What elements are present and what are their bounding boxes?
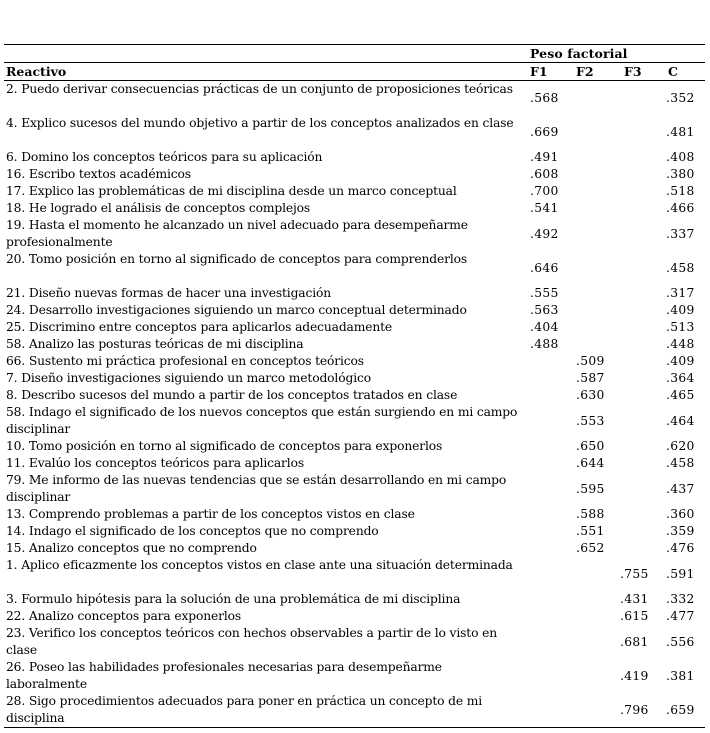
loading-c: .381: [666, 668, 695, 683]
loading-c: .659: [666, 702, 695, 717]
loading-f2: .587: [576, 371, 605, 385]
loading-c: .466: [666, 201, 695, 215]
loading-c: .409: [666, 354, 695, 368]
loading-c: .481: [666, 124, 695, 139]
loading-f2: .650: [576, 439, 605, 453]
loading-f2: .588: [576, 507, 605, 521]
column-header-c: C: [668, 64, 678, 79]
loading-c: .437: [666, 481, 695, 496]
loading-c: .458: [666, 456, 695, 470]
table-row: [4, 353, 705, 370]
loading-c: .337: [666, 226, 695, 241]
table-body: [4, 81, 705, 727]
reactivo-text: 4. Explico sucesos del mundo objetivo a partir de los conceptos analizados en clase: [6, 116, 514, 130]
table-row: [4, 217, 705, 251]
table-row: [4, 183, 705, 200]
loading-f3: .615: [620, 609, 649, 623]
loading-c: .465: [666, 388, 695, 402]
table-row: [4, 506, 705, 523]
loading-f1: .541: [530, 201, 559, 215]
reactivo-text: 58. Analizo las posturas teóricas de mi disciplina: [6, 337, 304, 351]
table-row: [4, 540, 705, 557]
reactivo-text: 58. Indago el significado de los nuevos conceptos que están surgiendo en mi campo disciplinar: [6, 405, 518, 436]
table-row: [4, 302, 705, 319]
loading-f3: .431: [620, 592, 649, 606]
loading-f2: .630: [576, 388, 605, 402]
loading-c: .352: [666, 90, 695, 105]
peso-factorial-header: Peso factorial: [530, 46, 628, 61]
loading-f1: .646: [530, 260, 559, 275]
reactivo-text: 2. Puedo derivar consecuencias prácticas de un conjunto de proposiciones teóricas: [6, 82, 513, 96]
reactivo-text: 11. Evalúo los conceptos teóricos para aplicarlos: [6, 456, 304, 470]
loading-c: .620: [666, 439, 695, 453]
table-row: [4, 693, 705, 727]
loading-c: .458: [666, 260, 695, 275]
loading-f1: .492: [530, 226, 559, 241]
reactivo-text: 22. Analizo conceptos para exponerlos: [6, 609, 242, 623]
reactivo-text: 21. Diseño nuevas formas de hacer una investigación: [6, 286, 332, 300]
loading-c: .332: [666, 592, 695, 606]
loading-f1: .608: [530, 167, 559, 181]
loading-f3: .796: [620, 702, 649, 717]
loading-f3: .419: [620, 668, 649, 683]
loading-c: .513: [666, 320, 695, 334]
reactivo-text: 20. Tomo posición en torno al significado de conceptos para comprenderlos: [6, 252, 468, 266]
table-row: [4, 319, 705, 336]
table-row: [4, 659, 705, 693]
reactivo-text: 6. Domino los conceptos teóricos para su aplicación: [6, 150, 323, 164]
reactivo-text: 23. Verifico los conceptos teóricos con hechos observables a partir de lo visto en clase: [6, 626, 497, 657]
table-row: [4, 285, 705, 302]
loading-f1: .563: [530, 303, 559, 317]
table-row: [4, 523, 705, 540]
loading-c: .476: [666, 541, 695, 555]
reactivo-text: 16. Escribo textos académicos: [6, 167, 191, 181]
table-row: [4, 115, 705, 149]
loading-f2: .509: [576, 354, 605, 368]
reactivo-text: 24. Desarrollo investigaciones siguiendo un marco conceptual determinado: [6, 303, 467, 317]
loading-c: .380: [666, 167, 695, 181]
loading-f1: .491: [530, 150, 559, 164]
loading-c: .317: [666, 286, 695, 300]
table-row: [4, 81, 705, 115]
reactivo-text: 25. Discrimino entre conceptos para aplicarlos adecuadamente: [6, 320, 393, 334]
loading-f1: .568: [530, 90, 559, 105]
column-header-f2: F2: [576, 64, 594, 79]
table-row: [4, 149, 705, 166]
reactivo-text: 3. Formulo hipótesis para la solución de una problemática de mi disciplina: [6, 592, 461, 606]
column-header-row: [4, 63, 705, 81]
loading-c: .408: [666, 150, 695, 164]
table-row: [4, 608, 705, 625]
loading-f3: .681: [620, 634, 649, 649]
table-row: [4, 387, 705, 404]
column-header-f1: F1: [530, 64, 548, 79]
loading-f1: .404: [530, 320, 559, 334]
loading-c: .477: [666, 609, 695, 623]
column-header-reactivo: Reactivo: [6, 64, 67, 79]
loading-f1: .669: [530, 124, 559, 139]
table-row: [4, 404, 705, 438]
reactivo-text: 13. Comprendo problemas a partir de los conceptos vistos en clase: [6, 507, 415, 521]
loading-c: .556: [666, 634, 695, 649]
loading-f2: .553: [576, 413, 605, 428]
loading-f2: .644: [576, 456, 605, 470]
table-row: [4, 591, 705, 608]
loading-f1: .555: [530, 286, 559, 300]
reactivo-text: 66. Sustento mi práctica profesional en conceptos teóricos: [6, 354, 364, 368]
loading-f2: .595: [576, 481, 605, 496]
table-row: [4, 200, 705, 217]
reactivo-text: 28. Sigo procedimientos adecuados para poner en práctica un concepto de mi disciplina: [6, 694, 483, 725]
table-row: [4, 166, 705, 183]
loading-c: .518: [666, 184, 695, 198]
reactivo-text: 17. Explico las problemáticas de mi disciplina desde un marco conceptual: [6, 184, 457, 198]
reactivo-text: 15. Analizo conceptos que no comprendo: [6, 541, 257, 555]
reactivo-text: 19. Hasta el momento he alcanzado un nivel adecuado para desempeñarme profesionalmente: [6, 218, 468, 249]
table-row: [4, 455, 705, 472]
table-row: [4, 336, 705, 353]
loading-c: .359: [666, 524, 695, 538]
table-row: [4, 557, 705, 591]
loading-f1: .700: [530, 184, 559, 198]
reactivo-text: 1. Aplico eficazmente los conceptos vistos en clase ante una situación determinada: [6, 558, 513, 572]
loading-c: .364: [666, 371, 695, 385]
loading-f1: .488: [530, 337, 559, 351]
table-row: [4, 370, 705, 387]
reactivo-text: 14. Indago el significado de los conceptos que no comprendo: [6, 524, 379, 538]
loading-f3: .755: [620, 566, 649, 581]
loading-c: .448: [666, 337, 695, 351]
loading-c: .360: [666, 507, 695, 521]
loading-f2: .652: [576, 541, 605, 555]
reactivo-text: 18. He logrado el análisis de conceptos complejos: [6, 201, 311, 215]
reactivo-text: 7. Diseño investigaciones siguiendo un marco metodológico: [6, 371, 371, 385]
loading-f2: .551: [576, 524, 605, 538]
loading-c: .409: [666, 303, 695, 317]
factor-loadings-table: [4, 44, 705, 728]
table-row: [4, 625, 705, 659]
reactivo-text: 10. Tomo posición en torno al significado de conceptos para exponerlos: [6, 439, 443, 453]
reactivo-text: 79. Me informo de las nuevas tendencias que se están desarrollando en mi campo disciplinar: [6, 473, 507, 504]
loading-c: .464: [666, 413, 695, 428]
group-header-row: [4, 45, 705, 63]
column-header-f3: F3: [624, 64, 642, 79]
table-row: [4, 251, 705, 285]
table-row: [4, 472, 705, 506]
loading-c: .591: [666, 566, 695, 581]
reactivo-text: 8. Describo sucesos del mundo a partir de los conceptos tratados en clase: [6, 388, 458, 402]
table-row: [4, 438, 705, 455]
reactivo-text: 26. Poseo las habilidades profesionales necesarias para desempeñarme laboralmente: [6, 660, 442, 691]
